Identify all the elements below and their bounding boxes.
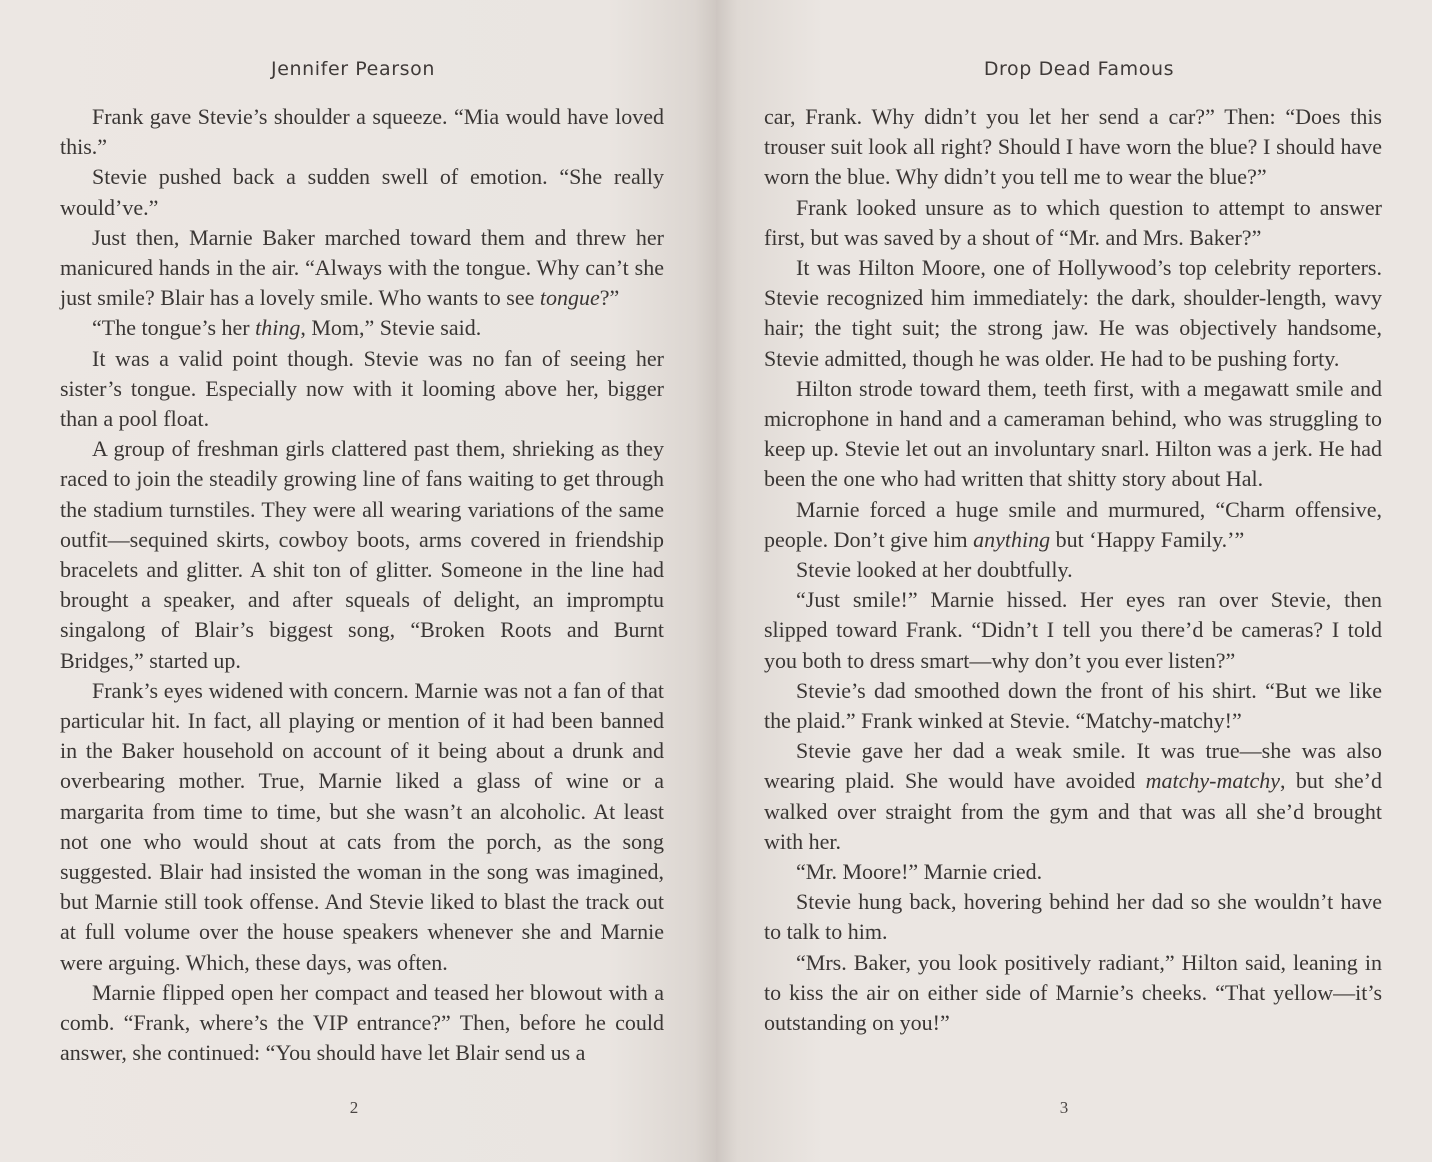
italic-text: thing [255,315,301,341]
paragraph [764,102,1382,193]
paragraph [764,555,1382,585]
text-run: ?” [599,285,620,311]
text-run: “Mr. Moore!” Marnie cried. [796,859,1043,885]
running-header-author: Jennifer Pearson [271,58,435,80]
paragraph [764,193,1382,253]
text-run: Frank gave Stevie’s shoulder a squeeze. “Mia would have loved this.” [60,104,664,160]
page-number: 2 [349,1098,359,1117]
paragraph [764,676,1382,736]
paragraph [60,313,664,343]
text-run: Just then, Marnie Baker marched toward them and threw her manicured hands in the air. “Always with the tongue. Why can’t she just smile? Blair has a lovely smile. Who wants to see [60,224,664,311]
right-page [716,0,1432,1162]
text-run: Stevie gave her dad a weak smile. It was true—she was also wearing plaid. She would have avoided [764,738,1382,794]
italic-text: tongue [539,285,600,311]
paragraph [764,374,1382,495]
text-run: It was Hilton Moore, one of Hollywood’s top celebrity reporters. Stevie recognized him immediately: the dark, shoulder-length, wavy hair; the tight suit; the strong jaw. He was objectively handsome, Stevie admitted, though he was older. He had to be pushing forty. [764,255,1382,371]
right-page-body [764,102,1382,1038]
paragraph [60,978,664,1069]
paragraph [764,948,1382,1039]
paragraph [60,223,664,314]
left-page-body [60,102,664,1069]
text-run: Frank’s eyes widened with concern. Marnie was not a fan of that particular hit. In fact, all playing or mention of it had been banned in the Baker household on account of it being about a drunk and overbearing mother. True, Marnie liked a glass of wine or a margarita from time to time, but she wasn’t an alcoholic. At least not one who would shout at cats from the porch, as the song suggested. Blair had insisted the woman in the song was imagined, but Marnie still took offense. And Stevie liked to blast the track out at full volume over the house speakers whenever she and Marnie were arguing. Which, these days, was often. [60,677,664,975]
text-run: Marnie forced a huge smile and murmured, “Charm offensive, people. Don’t give him [764,496,1382,552]
text-run: Stevie pushed back a sudden swell of emotion. “She really would’ve.” [60,164,664,220]
paragraph [764,253,1382,374]
paragraph [764,887,1382,947]
text-run: car, Frank. Why didn’t you let her send a car?” Then: “Does this trouser suit look all right? Should I have worn the blue? I should have worn the blue. Why didn’t you tell me to wear the blue?” [764,104,1382,190]
text-run: , Mom,” Stevie said. [300,315,482,341]
text-run: Hilton strode toward them, teeth first, with a megawatt smile and microphone in hand and a cameraman behind, who was struggling to keep up. Stevie let out an involuntary snarl. Hilton was a jerk. He had been the one who had written that shitty story about Hal. [764,375,1382,492]
page-number: 3 [1059,1098,1069,1117]
text-run: It was a valid point though. Stevie was no fan of seeing her sister’s tongue. Especially now with it looming above her, bigger than a pool float. [60,345,664,432]
paragraph [764,736,1382,857]
paragraph [764,495,1382,555]
text-run: Marnie flipped open her compact and teased her blowout with a comb. “Frank, where’s the VIP entrance?” Then, before he could answer, she continued: “You should have let Blair send us a [60,979,664,1066]
text-run: Stevie looked at her doubtfully. [796,557,1073,583]
paragraph [60,344,664,435]
italic-text: matchy-matchy [1145,768,1281,794]
paragraph [60,434,664,676]
italic-text: anything [973,526,1051,552]
paragraph [60,102,664,162]
text-run: Frank looked unsure as to which question to attempt to answer first, but was saved by a shout of “Mr. and Mrs. Baker?” [764,194,1382,250]
text-run: “The tongue’s her [92,315,256,341]
text-run: but ‘Happy Family.’” [1050,526,1245,552]
text-run: “Just smile!” Marnie hissed. Her eyes ran over Stevie, then slipped toward Frank. “Didn’t I tell you there’d be cameras? I told you both to dress smart—why don’t you ever listen?” [764,587,1382,673]
text-run: Stevie’s dad smoothed down the front of his shirt. “But we like the plaid.” Frank winked at Stevie. “Matchy-matchy!” [764,677,1382,734]
text-run: , but she’d walked over straight from the gym and that was all she’d brought with her. [764,768,1383,854]
text-run: “Mrs. Baker, you look positively radiant,” Hilton said, leaning in to kiss the air on either side of Marnie’s cheeks. “That yellow—it’s outstanding on you!” [764,949,1382,1036]
text-run: Stevie hung back, hovering behind her dad so she wouldn’t have to talk to him. [764,889,1382,945]
paragraph [60,162,664,222]
paragraph [60,676,664,978]
paragraph [764,585,1382,676]
running-header-title: Drop Dead Famous [983,58,1175,80]
paragraph [764,857,1382,887]
text-run: A group of freshman girls clattered past them, shrieking as they raced to join the steadily growing line of fans waiting to get through the stadium turnstiles. They were all wearing variations of the same outfit—sequined skirts, cowboy boots, arms covered in friendship bracelets and glitter. A shit ton of glitter. Someone in the line had brought a speaker, and after squeals of delight, an impromptu singalong of Blair’s biggest song, “Broken Roots and Burnt Bridges,” started up. [60,436,664,673]
